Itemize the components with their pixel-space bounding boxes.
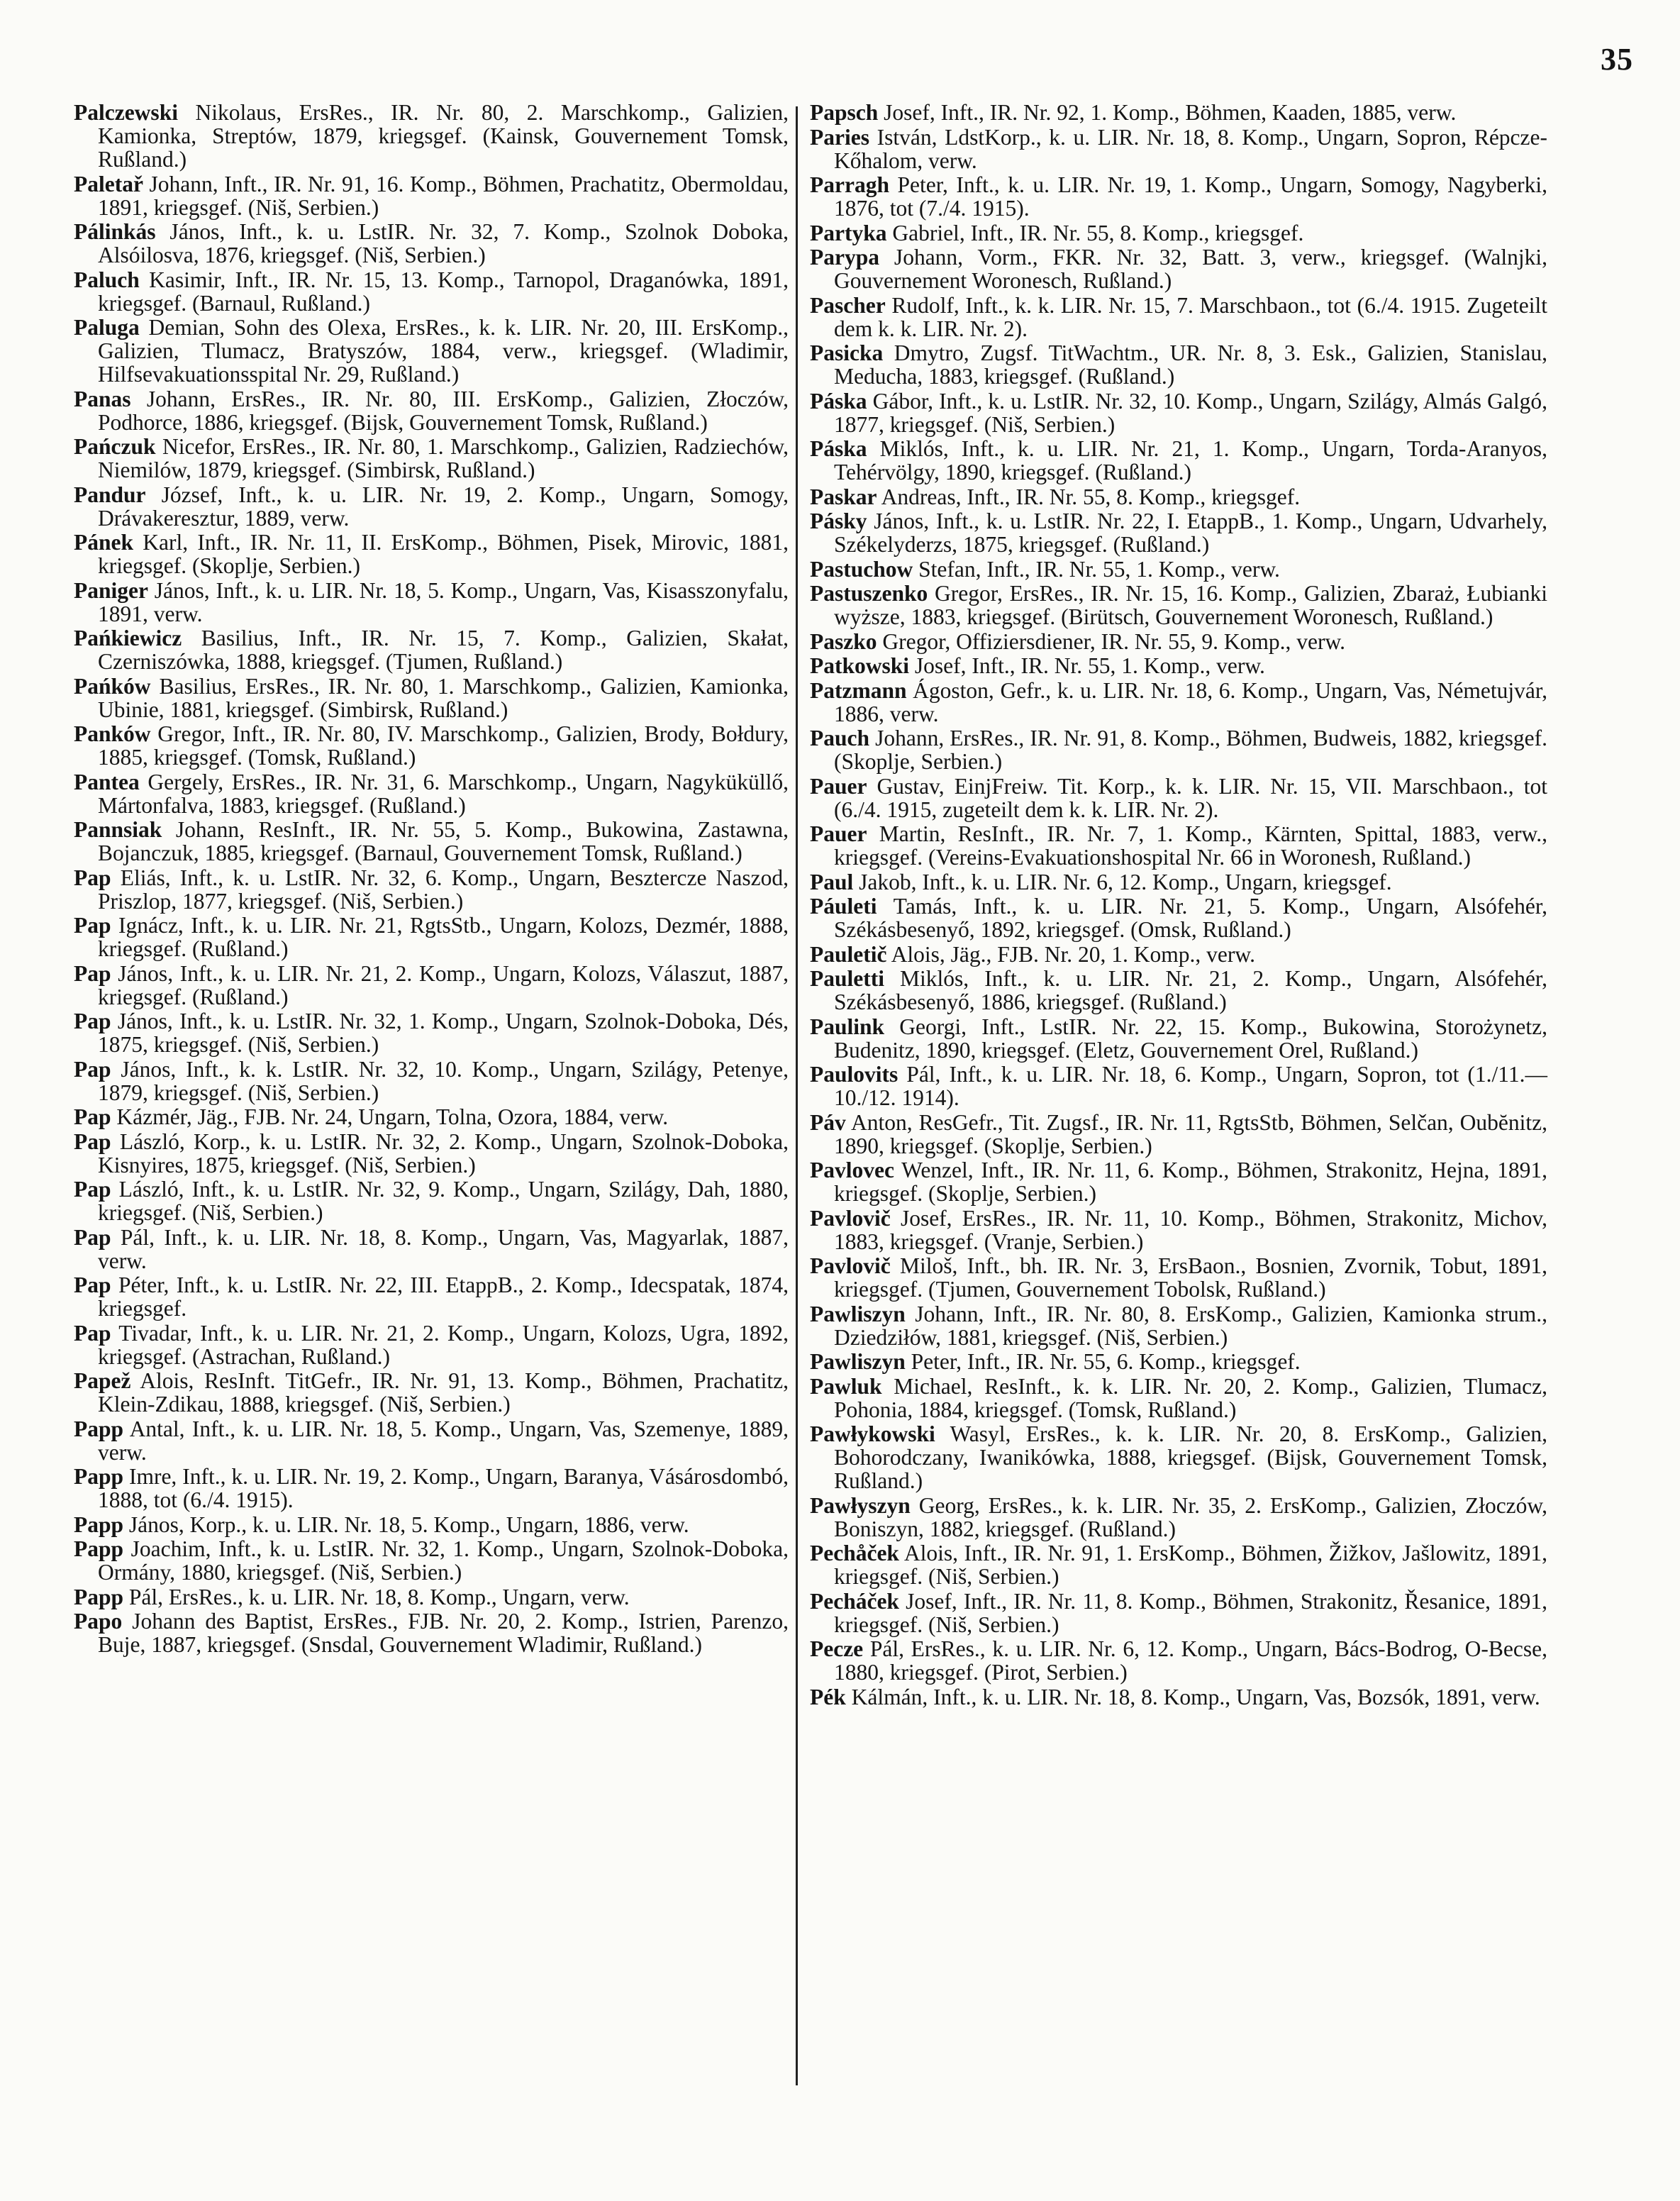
list-entry: [810, 582, 1547, 628]
list-entry: [74, 316, 789, 386]
entry-details: Pál, Inft., k. u. LIR. Nr. 18, 8. Komp., Ungarn, Vas, Magyarlak, 1887, verw.: [98, 1224, 789, 1273]
entry-details: Tamás, Inft., k. u. LIR. Nr. 21, 5. Komp., Ungarn, Alsófehér, Székásbesenyő, 1892, kriegsgef. (Omsk, Rußland.): [834, 894, 1547, 942]
list-entry: [810, 1207, 1547, 1253]
entry-surname: Paul: [810, 869, 854, 894]
entry-surname: Pap: [74, 1224, 111, 1250]
list-entry: [810, 173, 1547, 220]
list-entry: [74, 1417, 789, 1464]
list-entry: [810, 894, 1547, 941]
entry-details: Michael, ResInft., k. k. LIR. Nr. 20, 2. Komp., Galizien, Tlumacz, Pohonia, 1884, kriegsgef. (Tomsk, Rußland.): [834, 1373, 1547, 1422]
list-entry: [74, 268, 789, 315]
entry-surname: Pap: [74, 1177, 111, 1202]
entry-details: János, Korp., k. u. LIR. Nr. 18, 5. Komp., Ungarn, 1886, verw.: [123, 1512, 689, 1537]
entry-details: Pál, ErsRes., k. u. LIR. Nr. 6, 12. Komp., Ungarn, Bács-Bodrog, O-Becse, 1880, kriegsgef. (Pirot, Serbien.): [834, 1636, 1547, 1685]
entry-surname: Páska: [810, 436, 867, 461]
entry-surname: Pańkiewicz: [74, 626, 182, 650]
list-entry: [810, 1590, 1547, 1636]
entry-details: János, Inft., k. k. LstIR. Nr. 32, 10. Komp., Ungarn, Szilágy, Petenye, 1879, kriegsgef. (Niš, Serbien.): [98, 1056, 789, 1105]
entry-details: Wenzel, Inft., IR. Nr. 11, 6. Komp., Böhmen, Strakonitz, Hejna, 1891, kriegsgef. (Skoplje, Serbien.): [834, 1158, 1547, 1206]
entry-surname: Papp: [74, 1512, 124, 1537]
entry-surname: Pauer: [810, 773, 867, 799]
list-entry: [810, 1685, 1547, 1709]
list-entry: [810, 1015, 1547, 1062]
entry-details: Imre, Inft., k. u. LIR. Nr. 19, 2. Komp., Ungarn, Baranya, Vásárosdombó, 1888, tot (6./4. 1915).: [98, 1464, 789, 1512]
entry-surname: Pecháček: [810, 1588, 899, 1614]
list-entry: [74, 1226, 789, 1273]
list-entry: [810, 679, 1547, 726]
entry-surname: Paries: [810, 124, 869, 150]
entry-details: Josef, Inft., IR. Nr. 55, 1. Komp., verw.: [909, 653, 1265, 678]
entry-details: Josef, Inft., IR. Nr. 11, 8. Komp., Böhmen, Strakonitz, Řesanice, 1891, kriegsgef. (Niš, Serbien.): [834, 1588, 1547, 1637]
entry-details: Peter, Inft., IR. Nr. 55, 6. Komp., kriegsgef.: [905, 1349, 1301, 1374]
entry-surname: Pavlovec: [810, 1158, 894, 1182]
entry-surname: Partyka: [810, 220, 887, 245]
entry-surname: Pańków: [74, 673, 151, 699]
entry-surname: Pauer: [810, 821, 867, 846]
entry-details: Eliás, Inft., k. u. LstIR. Nr. 32, 6. Komp., Ungarn, Besztercze Naszod, Priszlop, 1877, kriegsgef. (Niš, Serbien.): [98, 865, 789, 914]
entry-surname: Pauletič: [810, 941, 887, 967]
entry-surname: Pavlovič: [810, 1253, 891, 1278]
entry-details: Johann, Inft., IR. Nr. 80, 8. ErsKomp., Galizien, Kamionka strum., Dziedziłów, 1881, kriegsgef. (Niš, Serbien.): [834, 1301, 1547, 1350]
right-column: [810, 101, 1547, 1709]
entry-surname: Pap: [74, 1009, 111, 1033]
list-entry: [74, 1585, 789, 1609]
list-entry: [810, 341, 1547, 388]
list-entry: [810, 775, 1547, 821]
entry-details: Kázmér, Jäg., FJB. Nr. 24, Ungarn, Tolna, Ozora, 1884, verw.: [111, 1104, 669, 1129]
entry-details: Pál, Inft., k. u. LIR. Nr. 18, 6. Komp., Ungarn, Sopron, tot (1./11.—10./12. 1914).: [834, 1062, 1547, 1110]
entry-surname: Pastuszenko: [810, 581, 928, 606]
entry-surname: Pańczuk: [74, 434, 156, 459]
entry-details: Miloš, Inft., bh. IR. Nr. 3, ErsBaon., Bosnien, Zvornik, Tobut, 1891, kriegsgef. (Tjumen, Gouvernement Tobolsk, Rußland.): [834, 1253, 1547, 1302]
list-entry: [810, 1254, 1547, 1301]
entry-details: Miklós, Inft., k. u. LIR. Nr. 21, 1. Komp., Ungarn, Torda-Aranyos, Tehérvölgy, 1890, kriegsgef. (Rußland.): [834, 436, 1547, 484]
entry-surname: Pecze: [810, 1636, 864, 1661]
entry-details: Wasyl, ErsRes., k. k. LIR. Nr. 20, 8. ErsKomp., Galizien, Bohorodczany, Iwanikówka, 1888, kriegsgef. (Bijsk, Gouvernement Tomsk, Rußland.): [834, 1421, 1547, 1493]
list-entry: [74, 818, 789, 865]
list-entry: [810, 1494, 1547, 1541]
entry-surname: Parragh: [810, 172, 889, 197]
list-entry: [74, 1273, 789, 1320]
list-entry: [810, 654, 1547, 677]
entry-surname: Pap: [74, 1320, 111, 1346]
entry-surname: Paulovits: [810, 1062, 899, 1087]
entry-details: Demian, Sohn des Olexa, ErsRes., k. k. LIR. Nr. 20, III. ErsKomp., Galizien, Tlumacz, Bratyszów, 1884, verw., kriegsgef. (Wladimir, Hilfsevakuationsspital Nr. 29, Rußland.): [98, 315, 789, 387]
list-entry: [74, 1537, 789, 1584]
list-entry: [74, 722, 789, 769]
entry-surname: Pascher: [810, 292, 886, 318]
entry-details: János, Inft., k. u. LIR. Nr. 21, 2. Komp., Ungarn, Kolozs, Válaszut, 1887, kriegsgef. (Rußland.): [98, 960, 789, 1009]
entry-details: István, LdstKorp., k. u. LIR. Nr. 18, 8. Komp., Ungarn, Sopron, Répcze-Kőhalom, verw.: [834, 124, 1547, 173]
entry-surname: Papo: [74, 1609, 123, 1634]
entry-surname: Pék: [810, 1684, 846, 1709]
entry-details: Gregor, ErsRes., IR. Nr. 15, 16. Komp., Galizien, Zbaraż, Łubianki wyższe, 1883, kriegsgef. (Birütsch, Gouvernement Woronesch, Rußland.): [834, 581, 1547, 629]
entry-surname: Pap: [74, 1273, 111, 1297]
list-entry: [74, 172, 789, 219]
entry-surname: Pastuchow: [810, 556, 913, 582]
entry-surname: Paskar: [810, 484, 877, 509]
entry-surname: Pauletti: [810, 966, 884, 991]
entry-surname: Pannsiak: [74, 817, 162, 842]
entry-surname: Pap: [74, 913, 111, 938]
entry-surname: Papp: [74, 1536, 124, 1561]
entry-details: Gregor, Inft., IR. Nr. 80, IV. Marschkomp., Galizien, Brody, Bołdury, 1885, kriegsgef. (Tomsk, Rußland.): [98, 721, 789, 770]
entry-details: Alois, Jäg., FJB. Nr. 20, 1. Komp., verw.: [886, 941, 1255, 967]
entry-surname: Paluga: [74, 315, 140, 340]
entry-details: Jakob, Inft., k. u. LIR. Nr. 6, 12. Komp., Ungarn, kriegsgef.: [853, 869, 1392, 894]
list-entry: [810, 1158, 1547, 1205]
list-entry: [810, 870, 1547, 894]
list-entry: [74, 1130, 789, 1177]
entry-details: Josef, Inft., IR. Nr. 92, 1. Komp., Böhmen, Kaaden, 1885, verw.: [878, 100, 1457, 125]
list-entry: [810, 221, 1547, 245]
entry-details: János, Inft., k. u. LstIR. Nr. 32, 1. Komp., Ungarn, Szolnok-Doboka, Dés, 1875, kriegsgef. (Niš, Serbien.): [98, 1009, 789, 1057]
entry-details: Johann, ErsRes., IR. Nr. 80, III. ErsKomp., Galizien, Złoczów, Podhorce, 1886, kriegsgef. (Bijsk, Gouvernement Tomsk, Rußland.): [98, 386, 789, 435]
entry-details: Nicefor, ErsRes., IR. Nr. 80, 1. Marschkomp., Galizien, Radziechów, Niemilów, 1879, kriegsgef. (Simbirsk, Rußland.): [98, 434, 789, 482]
page-number: 35: [1601, 42, 1633, 77]
entry-surname: Pauch: [810, 726, 870, 750]
entry-details: Alois, Inft., IR. Nr. 91, 1. ErsKomp., Böhmen, Žižkov, Jašlowitz, 1891, kriegsgef. (Niš, Serbien.): [834, 1541, 1547, 1589]
entry-details: Alois, ResInft. TitGefr., IR. Nr. 91, 13. Komp., Böhmen, Prachatitz, Klein-Zdikau, 1888, kriegsgef. (Niš, Serbien.): [98, 1368, 789, 1416]
entry-surname: Pandur: [74, 482, 146, 507]
list-entry: [810, 630, 1547, 653]
entry-details: László, Korp., k. u. LstIR. Nr. 32, 2. Komp., Ungarn, Szolnok-Doboka, Kisnyires, 1875, kriegsgef. (Niš, Serbien.): [98, 1129, 789, 1177]
entry-surname: Paniger: [74, 577, 148, 603]
entry-surname: Pavlovič: [810, 1205, 891, 1231]
entry-details: Martin, ResInft., IR. Nr. 7, 1. Komp., Kärnten, Spittal, 1883, verw., kriegsgef. (Vereins-Evakuationshospital Nr. 66 in Woronesh, Rußland.): [834, 821, 1547, 870]
entry-surname: Papp: [74, 1416, 124, 1441]
list-entry: [74, 1177, 789, 1224]
entry-details: Ágoston, Gefr., k. u. LIR. Nr. 18, 6. Komp., Ungarn, Vas, Németujvár, 1886, verw.: [834, 677, 1547, 726]
entry-details: Ignácz, Inft., k. u. LIR. Nr. 21, RgtsStb., Ungarn, Kolozs, Dezmér, 1888, kriegsgef. (Rußland.): [98, 913, 789, 961]
entry-details: Anton, ResGefr., Tit. Zugsf., IR. Nr. 11, RgtsStb, Böhmen, Selčan, Oubĕnitz, 1890, kriegsgef. (Skoplje, Serbien.): [834, 1109, 1547, 1158]
entry-surname: Pap: [74, 1056, 111, 1082]
list-entry: [74, 483, 789, 530]
entry-details: Kasimir, Inft., IR. Nr. 15, 13. Komp., Tarnopol, Draganówka, 1891, kriegsgef. (Barnaul, Rußland.): [98, 267, 789, 316]
entry-surname: Pap: [74, 1129, 111, 1154]
entry-details: Kálmán, Inft., k. u. LIR. Nr. 18, 8. Komp., Ungarn, Vas, Bozsók, 1891, verw.: [845, 1684, 1540, 1709]
entry-details: Gustav, EinjFreiw. Tit. Korp., k. k. LIR. Nr. 15, VII. Marschbaon., tot (6./4. 1915, zugeteilt dem k. k. LIR. Nr. 2).: [834, 773, 1547, 822]
list-entry: [810, 437, 1547, 484]
entry-surname: Paulink: [810, 1014, 885, 1039]
entry-surname: Patkowski: [810, 653, 910, 678]
entry-surname: Paszko: [810, 628, 877, 654]
list-entry: [810, 943, 1547, 966]
entry-details: Stefan, Inft., IR. Nr. 55, 1. Komp., verw.: [913, 556, 1280, 582]
entry-details: Josef, ErsRes., IR. Nr. 11, 10. Komp., Böhmen, Strakonitz, Michov, 1883, kriegsgef. (Vranje, Serbien.): [834, 1205, 1547, 1254]
list-entry: [74, 435, 789, 482]
entry-surname: Páska: [810, 388, 867, 414]
entry-details: Nikolaus, ErsRes., IR. Nr. 80, 2. Marschkomp., Galizien, Kamionka, Streptów, 1879, kriegsgef. (Kainsk, Gouvernement Tomsk, Rußland.): [98, 100, 789, 172]
list-entry: [74, 1369, 789, 1416]
entry-details: Johann, Vorm., FKR. Nr. 32, Batt. 3, verw., kriegsgef. (Walnjki, Gouvernement Woronesch, Rußland.): [834, 245, 1547, 293]
entry-details: Pál, ErsRes., k. u. LIR. Nr. 18, 8. Komp., Ungarn, verw.: [123, 1584, 630, 1609]
entry-surname: Pálinkás: [74, 219, 156, 244]
entry-details: János, Inft., k. u. LstIR. Nr. 32, 7. Komp., Szolnok Doboka, Alsóilosva, 1876, kriegsgef. (Niš, Serbien.): [98, 219, 789, 267]
entry-details: Karl, Inft., IR. Nr. 11, II. ErsKomp., Böhmen, Pisek, Mirovic, 1881, kriegsgef. (Skoplje, Serbien.): [98, 530, 789, 578]
entry-details: Gábor, Inft., k. u. LstIR. Nr. 32, 10. Komp., Ungarn, Szilágy, Almás Galgó, 1877, kriegsgef. (Niš, Serbien.): [834, 388, 1547, 437]
list-entry: [810, 1350, 1547, 1373]
list-entry: [810, 294, 1547, 340]
list-entry: [74, 531, 789, 577]
entry-surname: Paletař: [74, 171, 143, 196]
list-entry: [74, 1513, 789, 1536]
entry-surname: Pawłykowski: [810, 1421, 935, 1446]
entry-surname: Pawliszyn: [810, 1301, 906, 1326]
entry-surname: Papsch: [810, 100, 879, 125]
entry-details: László, Inft., k. u. LstIR. Nr. 32, 9. Komp., Ungarn, Szilágy, Dah, 1880, kriegsgef. (Niš, Serbien.): [98, 1177, 789, 1225]
list-entry: [74, 1009, 789, 1056]
list-entry: [810, 245, 1547, 292]
list-entry: [74, 962, 789, 1009]
list-entry: [810, 1063, 1547, 1109]
entry-surname: Pawliszyn: [810, 1349, 906, 1374]
list-entry: [74, 1609, 789, 1656]
entry-surname: Pantea: [74, 769, 140, 794]
entry-surname: Pásky: [810, 509, 867, 533]
list-entry: [810, 1375, 1547, 1421]
entry-surname: Pasicka: [810, 340, 884, 365]
entry-surname: Papp: [74, 1584, 124, 1609]
list-entry: [810, 1422, 1547, 1492]
list-entry: [810, 726, 1547, 773]
entry-details: Johann, ResInft., IR. Nr. 55, 5. Komp., Bukowina, Zastawna, Bojanczuk, 1885, kriegsgef. (Barnaul, Gouvernement Tomsk, Rußland.): [98, 817, 789, 865]
list-entry: [74, 101, 789, 171]
list-entry: [74, 626, 789, 673]
list-entry: [810, 1111, 1547, 1158]
list-entry: [74, 1058, 789, 1104]
entry-details: Antal, Inft., k. u. LIR. Nr. 18, 5. Komp., Ungarn, Vas, Szemenye, 1889, verw.: [98, 1416, 789, 1465]
entry-details: Basilius, ErsRes., IR. Nr. 80, 1. Marschkomp., Galizien, Kamionka, Ubinie, 1881, kriegsgef. (Simbirsk, Rußland.): [98, 673, 789, 722]
entry-details: János, Inft., k. u. LIR. Nr. 18, 5. Komp., Ungarn, Vas, Kisasszonyfalu, 1891, verw.: [98, 577, 789, 626]
entry-surname: Pap: [74, 1104, 111, 1129]
entry-surname: Pap: [74, 960, 111, 986]
list-entry: [74, 675, 789, 721]
entry-details: Rudolf, Inft., k. k. LIR. Nr. 15, 7. Marschbaon., tot (6./4. 1915. Zugeteilt dem k. k. LIR. Nr. 2).: [834, 292, 1547, 341]
entry-details: Andreas, Inft., IR. Nr. 55, 8. Komp., kriegsgef.: [877, 484, 1301, 509]
entry-surname: Pánek: [74, 530, 134, 555]
list-entry: [810, 1302, 1547, 1349]
entry-details: János, Inft., k. u. LstIR. Nr. 22, I. EtappB., 1. Komp., Ungarn, Udvarhely, Székelyderzs, 1875, kriegsgef. (Rußland.): [834, 509, 1547, 557]
entry-details: Georgi, Inft., LstIR. Nr. 22, 15. Komp., Bukowina, Storożynetz, Budenitz, 1890, kriegsgef. (Eletz, Gouvernement Orel, Rußland.): [834, 1014, 1547, 1063]
list-entry: [810, 558, 1547, 581]
list-entry: [810, 1541, 1547, 1588]
entry-surname: Palczewski: [74, 100, 178, 125]
list-entry: [74, 220, 789, 267]
entry-details: Johann, Inft., IR. Nr. 91, 16. Komp., Böhmen, Prachatitz, Obermoldau, 1891, kriegsgef. (Niš, Serbien.): [98, 171, 789, 220]
entry-surname: Pap: [74, 865, 111, 890]
entry-surname: Páuleti: [810, 894, 877, 919]
entry-details: Gergely, ErsRes., IR. Nr. 31, 6. Marschkomp., Ungarn, Nagyküküllő, Mártonfalva, 1883, kriegsgef. (Rußland.): [98, 769, 789, 818]
entry-surname: Patzmann: [810, 677, 907, 703]
entry-details: Péter, Inft., k. u. LstIR. Nr. 22, III. EtappB., 2. Komp., Idecspatak, 1874, kriegsgef.: [98, 1273, 789, 1321]
left-column: [74, 101, 789, 1658]
list-entry: [810, 967, 1547, 1014]
entry-details: Miklós, Inft., k. u. LIR. Nr. 21, 2. Komp., Ungarn, Alsófehér, Székásbesenyő, 1886, kriegsgef. (Rußland.): [834, 966, 1547, 1014]
entry-details: Dmytro, Zugsf. TitWachtm., UR. Nr. 8, 3. Esk., Galizien, Stanislau, Meducha, 1883, kriegsgef. (Rußland.): [834, 340, 1547, 389]
list-entry: [810, 822, 1547, 869]
list-entry: [74, 387, 789, 434]
entry-surname: Panas: [74, 386, 131, 411]
entry-surname: Papež: [74, 1368, 131, 1393]
entry-surname: Páv: [810, 1109, 846, 1135]
entry-details: Peter, Inft., k. u. LIR. Nr. 19, 1. Komp., Ungarn, Somogy, Nagyberki, 1876, tot (7./4. 1915).: [834, 172, 1547, 221]
list-entry: [74, 1321, 789, 1368]
entry-details: Gregor, Offiziersdiener, IR. Nr. 55, 9. Komp., verw.: [877, 628, 1346, 654]
entry-surname: Paluch: [74, 267, 140, 292]
list-entry: [810, 101, 1547, 124]
entry-surname: Pawluk: [810, 1373, 882, 1399]
entry-details: József, Inft., k. u. LIR. Nr. 19, 2. Komp., Ungarn, Somogy, Drávakeresztur, 1889, verw.: [98, 482, 789, 531]
entry-details: Johann des Baptist, ErsRes., FJB. Nr. 20, 2. Komp., Istrien, Parenzo, Buje, 1887, kriegsgef. (Snsdal, Gouvernement Wladimir, Rußland.): [98, 1609, 789, 1657]
entry-details: Georg, ErsRes., k. k. LIR. Nr. 35, 2. ErsKomp., Galizien, Złoczów, Boniszyn, 1882, kriegsgef. (Rußland.): [834, 1492, 1547, 1541]
list-entry: [74, 866, 789, 913]
list-entry: [74, 1105, 789, 1129]
list-entry: [810, 126, 1547, 172]
list-entry: [810, 1637, 1547, 1684]
list-entry: [810, 485, 1547, 509]
entry-details: Gabriel, Inft., IR. Nr. 55, 8. Komp., kriegsgef.: [886, 220, 1304, 245]
list-entry: [810, 389, 1547, 436]
entry-details: Basilius, Inft., IR. Nr. 15, 7. Komp., Galizien, Skałat, Czerniszówka, 1888, kriegsgef. (Tjumen, Rußland.): [98, 626, 789, 674]
column-divider: [796, 106, 798, 2085]
entry-surname: Pechåček: [810, 1541, 899, 1565]
list-entry: [74, 1465, 789, 1512]
list-entry: [74, 914, 789, 960]
entry-details: Joachim, Inft., k. u. LstIR. Nr. 32, 1. Komp., Ungarn, Szolnok-Doboka, Ormány, 1880, kriegsgef. (Niš, Serbien.): [98, 1536, 789, 1585]
entry-surname: Parypa: [810, 245, 879, 270]
entry-surname: Panków: [74, 721, 151, 746]
list-entry: [74, 770, 789, 817]
entry-details: Johann, ErsRes., IR. Nr. 91, 8. Komp., Böhmen, Budweis, 1882, kriegsgef. (Skoplje, Serbien.): [834, 726, 1547, 774]
entry-surname: Papp: [74, 1464, 124, 1489]
list-entry: [74, 579, 789, 626]
list-entry: [810, 509, 1547, 556]
entry-surname: Pawłyszyn: [810, 1492, 911, 1518]
entry-details: Tivadar, Inft., k. u. LIR. Nr. 21, 2. Komp., Ungarn, Kolozs, Ugra, 1892, kriegsgef. (Astrachan, Rußland.): [98, 1320, 789, 1369]
